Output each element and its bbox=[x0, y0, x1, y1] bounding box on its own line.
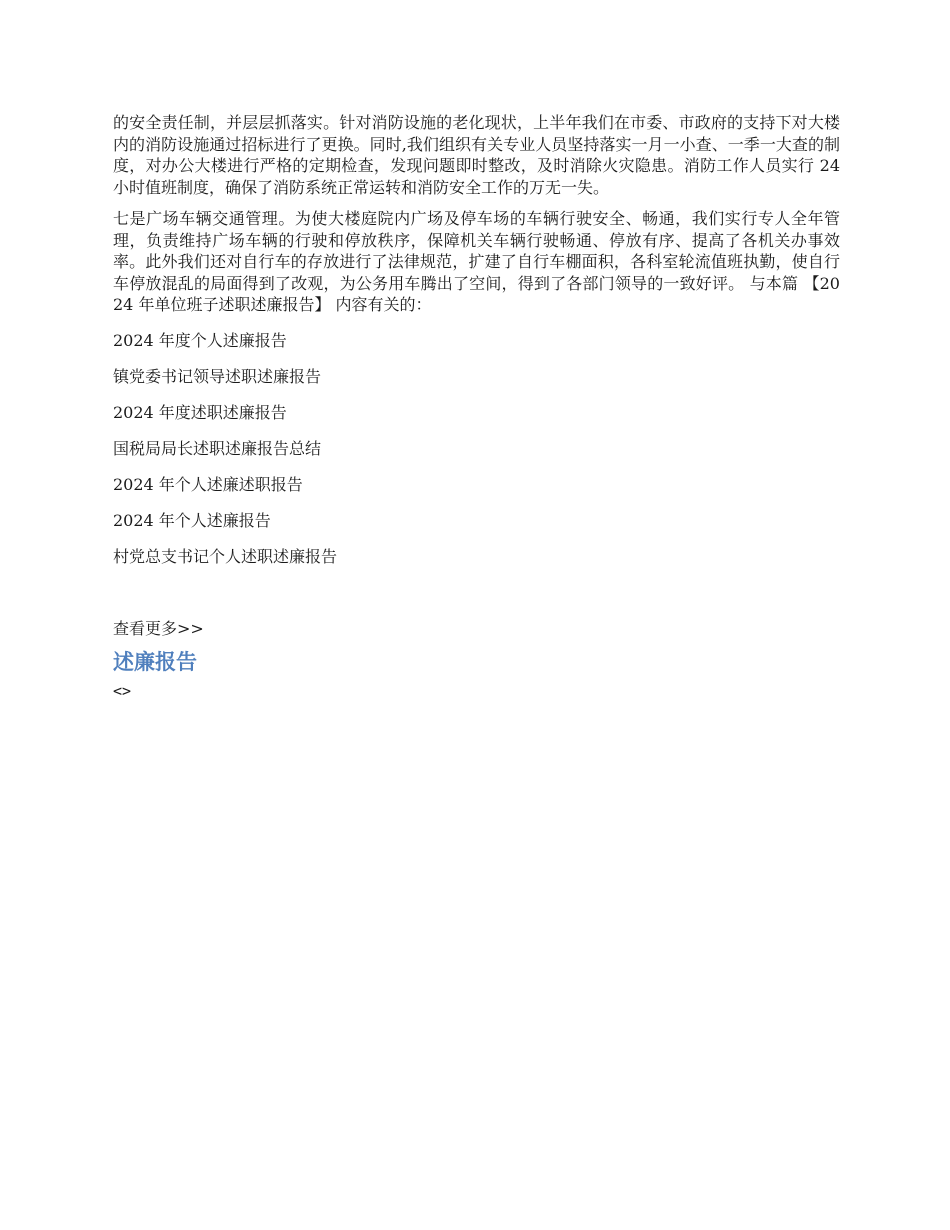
list-item bbox=[113, 402, 840, 424]
list-item bbox=[113, 438, 840, 460]
list-item bbox=[113, 474, 840, 496]
list-item bbox=[113, 330, 840, 352]
related-article-link[interactable]: 村党总支书记个人述职述廉报告 bbox=[113, 546, 338, 566]
spacer bbox=[113, 582, 840, 618]
list-item bbox=[113, 366, 840, 388]
list-item bbox=[113, 510, 840, 532]
footer-text: <> bbox=[113, 682, 132, 700]
document-page bbox=[113, 112, 840, 703]
related-article-link[interactable]: 2024 年度个人述廉报告 bbox=[113, 330, 287, 350]
list-item bbox=[113, 546, 840, 568]
related-article-link[interactable]: 2024 年度述职述廉报告 bbox=[113, 402, 287, 422]
related-article-link[interactable]: 镇党委书记领导述职述廉报告 bbox=[113, 366, 322, 386]
related-articles-list bbox=[113, 330, 840, 568]
body-paragraph: 的安全责任制，并层层抓落实。针对消防设施的老化现状，上半年我们在市委、市政府的支持下对大楼内的消防设施通过招标进行了更换。同时,我们组织有关专业人员坚持落实一月一小查、一季一大查的制度，对办公大楼进行严格的定期检查，发现问题即时整改，及时消除火灾隐患。消防工作人员实行 24 小时值班制度，确保了消防系统正常运转和消防安全工作的万无一失。 bbox=[113, 113, 840, 197]
section-title: 述廉报告 bbox=[113, 650, 197, 674]
related-article-link[interactable]: 国税局局长述职述廉报告总结 bbox=[113, 438, 322, 458]
related-article-link[interactable]: 2024 年个人述廉报告 bbox=[113, 510, 271, 530]
related-article-link[interactable]: 2024 年个人述廉述职报告 bbox=[113, 474, 303, 494]
body-paragraph: 七是广场车辆交通管理。为使大楼庭院内广场及停车场的车辆行驶安全、畅通，我们实行专人全年管理，负责维持广场车辆的行驶和停放秩序，保障机关车辆行驶畅通、停放有序、提高了各机关办事效率。此外我们还对自行车的存放进行了法律规范，扩建了自行车棚面积，各科室轮流值班执勤，使自行车停放混乱的局面得到了改观，为公务用车腾出了空间，得到了各部门领导的一致好评。 与本篇 【2024 年单位班子述职述廉报告】 内容有关的： bbox=[113, 209, 840, 314]
view-more-link[interactable]: 查看更多>> bbox=[113, 618, 204, 638]
